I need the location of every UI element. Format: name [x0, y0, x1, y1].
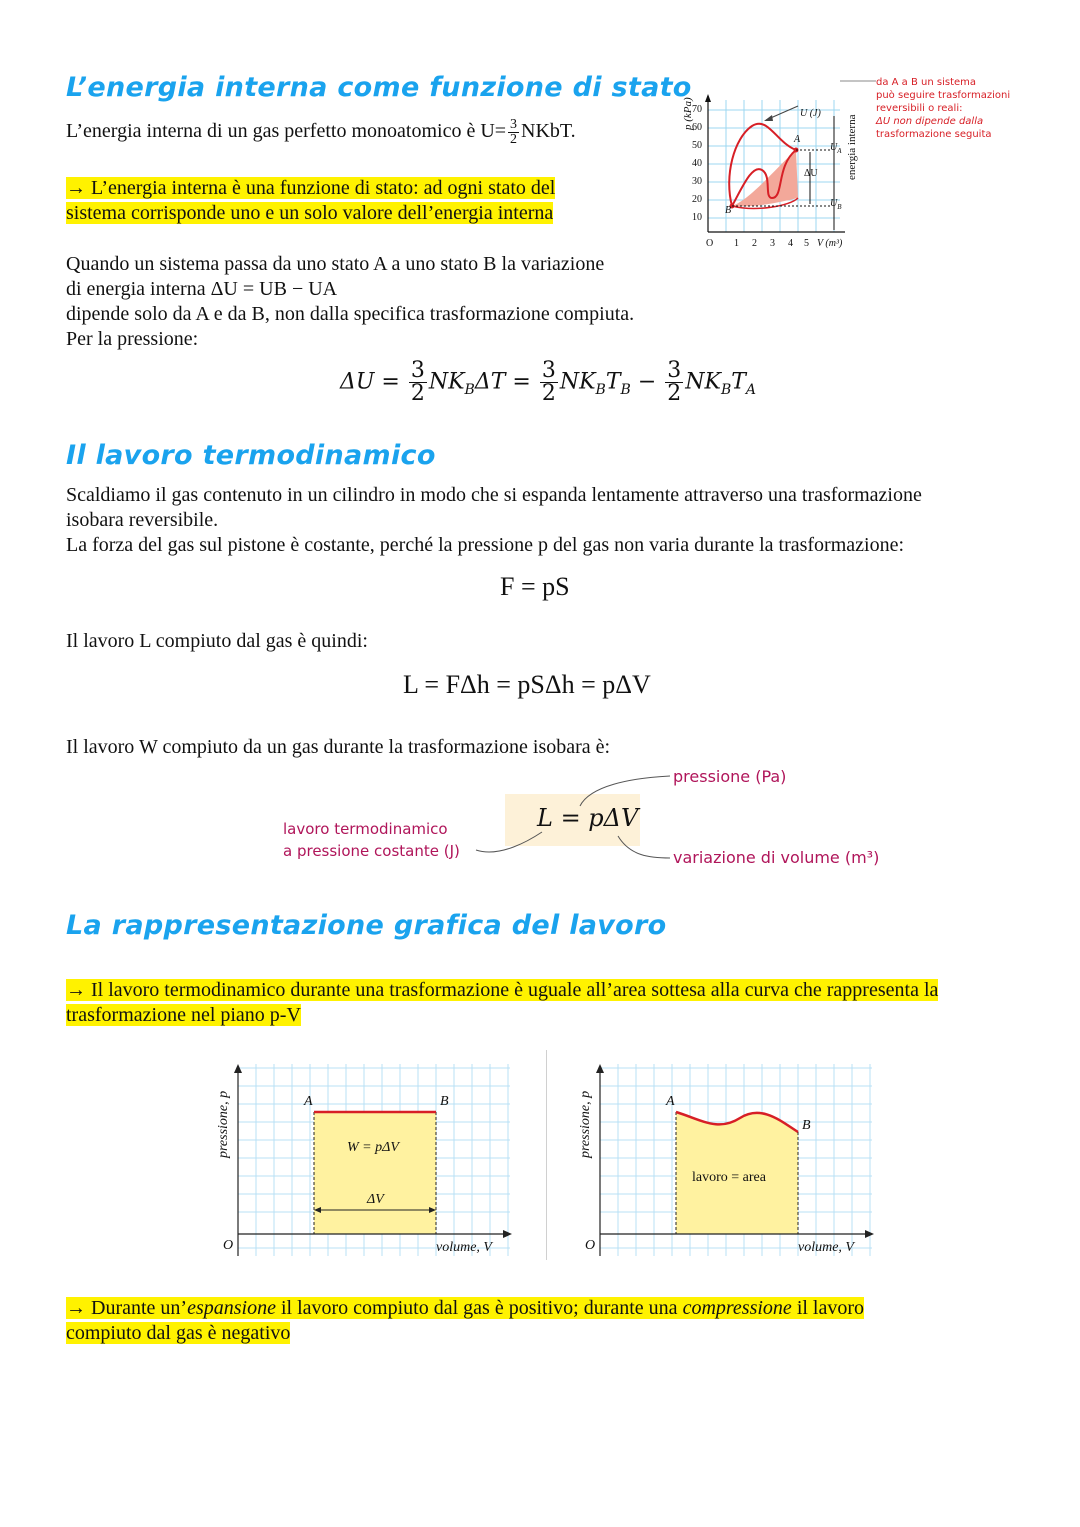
- top-xtick-3: 3: [770, 238, 775, 249]
- formula-term-3: NK: [685, 369, 721, 395]
- formula-minus: −: [637, 369, 657, 395]
- annotation-work-line-2: a pressione costante (J): [283, 842, 460, 860]
- formula-term-1-rest: ΔT =: [474, 369, 531, 395]
- formula-delta-u: [340, 360, 756, 405]
- intro-frac-den: 2: [510, 132, 518, 147]
- annotated-formula: L = pΔV: [537, 804, 639, 832]
- top-chart-label-B: B: [725, 205, 732, 216]
- top-ytick-20: 20: [692, 194, 702, 205]
- graph-left-xlabel: volume, V: [436, 1240, 492, 1255]
- section-title-graphic: La rappresentazione grafica del lavoro: [66, 910, 667, 941]
- equation-work: L = FΔh = pSΔh = pΔV: [403, 670, 651, 699]
- formula-den-2: 2: [541, 381, 556, 406]
- top-chart-label-dU: ΔU: [804, 168, 818, 179]
- graph-left-label-B: B: [440, 1094, 449, 1109]
- graph-left-ylabel: pressione, p: [216, 1090, 231, 1158]
- top-ytick-70: 70: [692, 104, 702, 115]
- intro-fraction: [508, 118, 519, 147]
- highlight-area-line-2: trasformazione nel piano p-V: [66, 1004, 301, 1026]
- graph-right-xlabel: volume, V: [798, 1240, 854, 1255]
- top-xtick-2: 2: [752, 238, 757, 249]
- formula-num-3: 3: [667, 358, 682, 383]
- top-ytick-40: 40: [692, 158, 702, 169]
- graph-left-delta-label: ΔV: [367, 1192, 384, 1207]
- work-line-1: Scaldiamo il gas contenuto in un cilindro in modo che si espanda lentamente attraverso una trasformazione: [66, 484, 922, 506]
- top-ytick-60: 60: [692, 122, 702, 133]
- graph-left-area-label: W = pΔV: [347, 1140, 399, 1155]
- formula-sub-2: B: [595, 381, 606, 398]
- formula-T-2: T: [605, 369, 621, 395]
- highlight-exp-em1: espansione: [187, 1297, 276, 1319]
- intro-frac-num: 3: [510, 117, 518, 132]
- graph-left-label-A: A: [304, 1094, 313, 1109]
- top-xtick-1: 1: [734, 238, 739, 249]
- graph-left-origin: O: [223, 1238, 234, 1253]
- intro-suffix: NKbT.: [521, 120, 576, 143]
- top-ytick-50: 50: [692, 140, 702, 151]
- formula-T-3: T: [731, 369, 746, 395]
- intro-line: [66, 118, 576, 147]
- highlight-line-1: L’energia interna è una funzione di stato: ad ogni stato del: [91, 177, 556, 199]
- note-line-1: da A a B un sistema: [876, 77, 977, 88]
- top-chart-right-axis-label: energia interna: [846, 114, 858, 180]
- formula-den-3: 2: [667, 381, 682, 406]
- paragraph-variation: [66, 252, 634, 352]
- formula-sub-3: B: [720, 381, 732, 398]
- formula-num-1: 3: [410, 358, 425, 383]
- formula-Tsub-2: B: [620, 381, 631, 398]
- top-chart-label-UA: $U_A$: [830, 142, 842, 155]
- top-xtick-5: 5: [804, 238, 809, 249]
- note-line-4: ΔU non dipende dalla: [876, 116, 984, 127]
- note-line-3: reversibili o reali:: [876, 103, 963, 114]
- formula-term-1: NK: [428, 369, 465, 395]
- graph-right-ylabel: pressione, p: [578, 1090, 593, 1158]
- top-xtick-4: 4: [788, 238, 793, 249]
- note-line-5: trasformazione seguita: [876, 129, 992, 140]
- graph-left-labels: [210, 1060, 520, 1260]
- annotation-work-line-1: lavoro termodinamico: [283, 820, 448, 838]
- highlight-exp-em2: compressione: [682, 1297, 792, 1319]
- formula-term-2: NK: [559, 369, 596, 395]
- formula-den-1: 2: [410, 381, 425, 406]
- work-paragraph: [66, 483, 922, 558]
- note-line-2: può seguire trasformazioni: [876, 90, 1011, 101]
- note-connector-line: [840, 76, 880, 86]
- arrow-icon: →: [66, 177, 86, 199]
- formula-lhs: ΔU =: [340, 369, 400, 395]
- intro-text: L’energia interna di un gas perfetto monoatomico è U=: [66, 120, 507, 143]
- annotation-work: [283, 818, 460, 862]
- work-line-2: isobara reversibile.: [66, 509, 219, 531]
- graph-divider: [546, 1050, 547, 1260]
- highlight-expansion: [66, 1296, 864, 1346]
- section-title-work: Il lavoro termodinamico: [66, 440, 436, 471]
- highlight-area-line-1: Il lavoro termodinamico durante una trasformazione è uguale all’area sottesa alla curva che rappresenta la: [91, 979, 939, 1001]
- graph-right-area-label: lavoro = area: [692, 1170, 766, 1185]
- annotation-connectors: [470, 770, 680, 870]
- graph-right-origin: O: [585, 1238, 596, 1253]
- highlight-state-function: [66, 176, 555, 226]
- highlight-area: [66, 978, 938, 1028]
- annotation-volume: variazione di volume (m³): [673, 848, 880, 867]
- formula-Tsub-3: A: [745, 381, 757, 398]
- top-chart-xlabel: V (m³): [817, 238, 843, 249]
- formula-sub-1: B: [464, 381, 475, 398]
- highlight-line-2: sistema corrisponde uno e un solo valore dell’energia interna: [66, 202, 554, 224]
- arrow-icon: →: [66, 979, 86, 1001]
- formula-num-2: 3: [541, 358, 556, 383]
- highlight-exp-post: il lavoro: [791, 1297, 865, 1319]
- graph-right-label-A: A: [666, 1094, 675, 1109]
- equation-force: F = pS: [500, 572, 570, 601]
- top-chart-label-A: A: [794, 134, 801, 145]
- top-chart-label-UB: $U_B$: [830, 198, 842, 211]
- top-chart-label-UJ: U (J): [800, 108, 821, 119]
- graph-right-labels: [572, 1060, 882, 1260]
- section-title-internal-energy: L’energia interna come funzione di stato: [66, 72, 692, 103]
- work-line-3: La forza del gas sul pistone è costante, perché la pressione p del gas non varia durante la trasformazione:: [66, 534, 905, 556]
- highlight-exp-mid: il lavoro compiuto dal gas è positivo; durante una: [275, 1297, 683, 1319]
- arrow-icon: →: [66, 1297, 86, 1319]
- top-chart-ylabel: p (kPa): [682, 97, 694, 130]
- annotation-pressure: pressione (Pa): [673, 767, 787, 786]
- work-line-4: Il lavoro L compiuto dal gas è quindi:: [66, 630, 368, 652]
- top-xtick-0: O: [706, 238, 714, 249]
- work-line-5: Il lavoro W compiuto da un gas durante la trasformazione isobara è:: [66, 736, 611, 758]
- para-line-4: Per la pressione:: [66, 328, 199, 350]
- highlight-exp-pre: Durante un’: [91, 1297, 188, 1319]
- graph-right-label-B: B: [802, 1118, 811, 1133]
- highlight-exp-line-2: compiuto dal gas è negativo: [66, 1322, 291, 1344]
- para-line-3: dipende solo da A e da B, non dalla specifica trasformazione compiuta.: [66, 303, 635, 325]
- top-ytick-30: 30: [692, 176, 702, 187]
- top-ytick-10: 10: [692, 212, 702, 223]
- para-line-1: Quando un sistema passa da uno stato A a uno stato B la variazione: [66, 253, 605, 275]
- top-chart-note: [876, 76, 1010, 141]
- para-line-2: di energia interna ΔU = UB − UA: [66, 278, 338, 300]
